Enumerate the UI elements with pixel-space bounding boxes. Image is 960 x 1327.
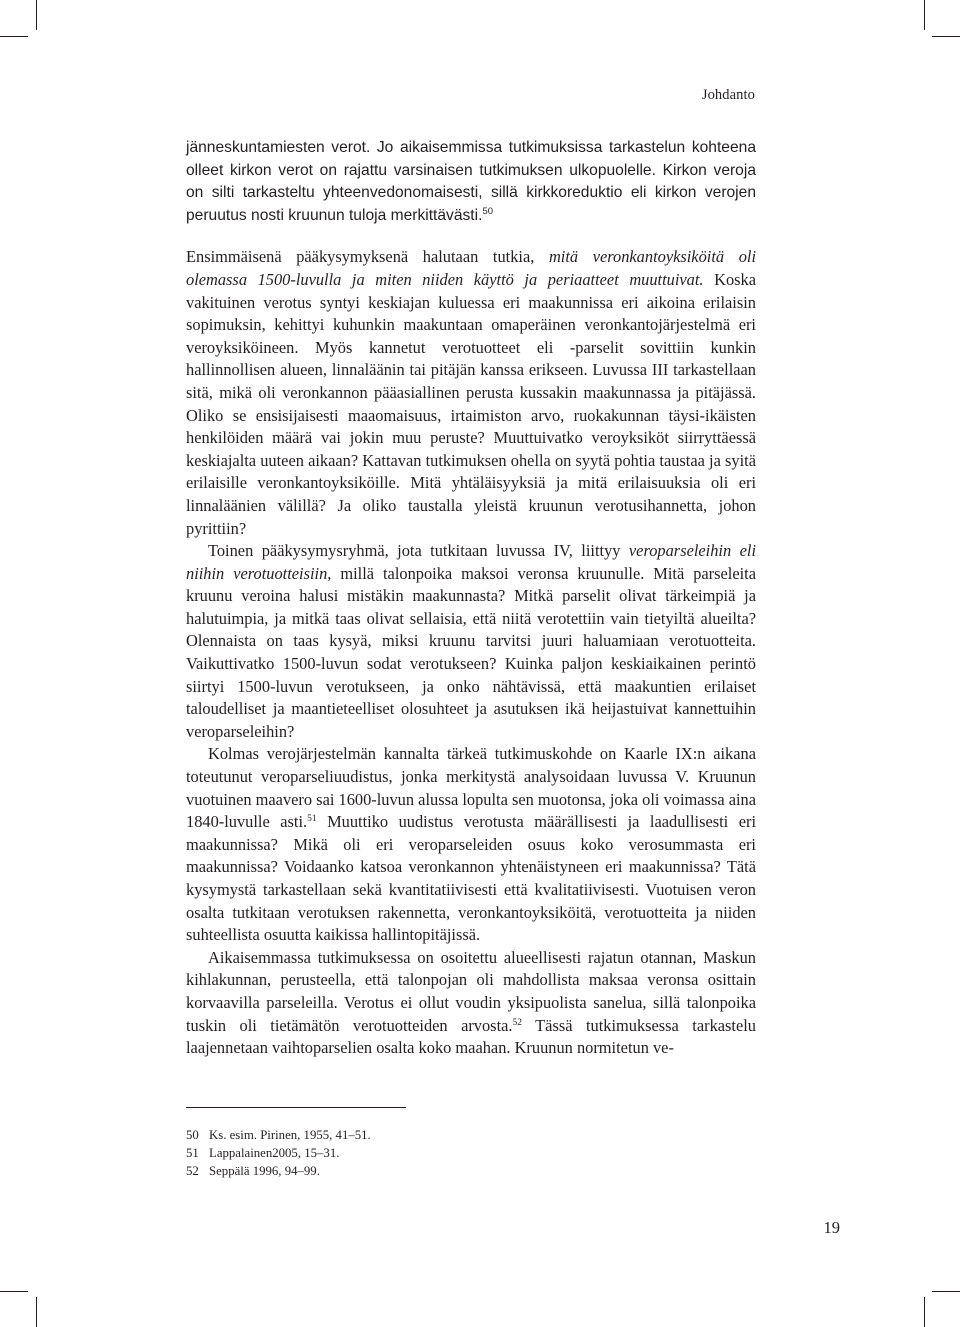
- crop-mark-top-right-vertical: [924, 0, 925, 30]
- crop-mark-bottom-right-horizontal: [932, 1291, 960, 1292]
- paragraph-text: Koska vakituinen verotus syntyi keskiajan kuluessa eri maakunnissa eri aikoina erilaisin sopimuksin, kehittyi kuhunkin maakuntaan omaperäinen veronkantojärjestelmä eri veroyksiköineen. Myös kannetut verotuotteet eli -parselit sovittiin kunkin hallinnollisen alueen, linnaläänin tai pitäjän kanssa erikseen. Luvussa III tarkastellaan sitä, mikä oli veronkannon pääasiallinen perusta kussakin maakunnassa ja pitäjässä. Oliko se ensisijaisesti maaomaisuus, irtaimiston arvo, ruokakunnan täysi-ikäisten henkilöiden määrä vai jokin muu peruste? Muuttuivatko veroyksiköt siirryttäessä keskiajalta uuteen aikaan? Kattavan tutkimuksen ohella on syytä pohtia taustaa ja syitä erilaisille veronkantoyksiköille. Mitä yhtäläisyyksiä ja mitä erilaisuuksia oli eri linnaläänien välillä? Ja oliko taustalla yleistä kruunun verotusihannetta, johon pyrittiin?: [186, 269, 756, 538]
- footnote-reference: 52: [512, 1017, 522, 1028]
- crop-mark-top-left-vertical: [36, 0, 37, 30]
- footnote-52: [186, 1162, 371, 1180]
- crop-mark-top-left-horizontal: [0, 36, 28, 37]
- footnote-separator: [186, 1107, 406, 1108]
- emphasized-text: mitä veronkantoyksiköitä oli olemassa 1500-luvulla ja miten niiden käyttö ja periaatteet muuttuivat.: [186, 247, 756, 289]
- page-number: 19: [823, 1218, 840, 1237]
- paragraph-text: millä talonpoika maksoi veronsa kruunulle. Mitä parseleita kruunu veroina halusi mistäkin maakunnasta? Mitkä parselit olivat tärkeimpiä ja halutuimpia, ja mitkä taas olivat sellaisia, että niitä verotettiin vain tietyiltä alueilta? Olennaista on taas kysyä, miksi kruunu tarvitsi juuri haluamiaan verotuotteita. Vaikuttivatko 1500-luvun sodat verotukseen? Kuinka paljon keskiaikainen perintö siirtyi 1500-luvun verotukseen, ja onko nähtävissä, että maakuntien erilaiset taloudelliset ja maantieteelliset olosuhteet ja asutuksen ikä heijastuivat kannettuihin veroparseleihin?: [186, 563, 756, 741]
- body-text: [186, 137, 756, 1060]
- paragraph: [186, 540, 756, 743]
- footnote-text: Ks. esim. Pirinen, 1955, 41–51.: [209, 1128, 371, 1142]
- crop-mark-top-right-horizontal: [932, 36, 960, 37]
- footnotes: [186, 1126, 371, 1180]
- paragraph-text: Muuttiko uudistus verotusta määrällisesti ja laadullisesti eri maakunnissa? Mikä oli eri veroparseleiden osuus koko verosummasta eri maakunnissa? Voidaanko katsoa veronkannon yhtenäistyneen eri maakunnissa? Tätä kysymystä tarkastellaan sekä kvantitatiivisesti että kvalitatiivisesti. Vuotuisen veron osalta tutkitaan verotuksen rakennetta, veronkantoyksiköitä, verotuotteita ja niiden suhteellista osuutta kaikissa hallintopitäjissä.: [186, 812, 757, 945]
- paragraph-text: Ensimmäisenä pääkysymyksenä halutaan tutkia,: [186, 247, 549, 267]
- footnote-51: [186, 1144, 371, 1162]
- footnote-number: 51: [186, 1146, 199, 1160]
- footnote-number: 50: [186, 1128, 199, 1142]
- paragraph-text: Aikaisemmassa tutkimuksessa on osoitettu alueellisesti rajatun otannan, Maskun kihlakunnan, perusteella, että talonpojan oli mahdollista maksaa veronsa osittain korvaavilla parseleilla. Verotus ei ollut voudin yksipuolista sanelua, sillä talonpoika tuskin oli tietämätön verotuotteiden arvosta.: [186, 947, 756, 1035]
- running-header: Johdanto: [701, 87, 755, 103]
- footnote-text: Seppälä 1996, 94–99.: [209, 1164, 320, 1178]
- emphasized-text: veroparseleihin eli niihin verotuotteisiin,: [186, 541, 756, 583]
- footnote-text: Lappalainen2005, 15–31.: [209, 1146, 340, 1160]
- footnote-reference: 50: [482, 205, 494, 217]
- footnote-50: [186, 1126, 371, 1144]
- crop-mark-bottom-left-vertical: [36, 1297, 37, 1327]
- paragraph: [186, 137, 756, 227]
- footnote-reference: 51: [307, 814, 317, 825]
- crop-mark-bottom-right-vertical: [924, 1297, 925, 1327]
- paragraph: [186, 246, 756, 540]
- crop-mark-bottom-left-horizontal: [0, 1291, 28, 1292]
- paragraph: [186, 743, 756, 946]
- paragraph-text: Toinen pääkysymysryhmä, jota tutkitaan luvussa IV, liittyy: [208, 541, 629, 561]
- footnote-number: 52: [186, 1164, 199, 1178]
- paragraph-text: Tässä tutkimuksessa tarkastelu laajennetaan vaihtoparselien osalta koko maahan. Kruunun normitetun ve-: [186, 1015, 756, 1058]
- paragraph-text: jänneskuntamiesten verot. Jo aikaisemmissa tutkimuksissa tarkastelun kohteena olleet kirkon verot on rajattu varsinaisen tutkimuksen ulkopuolelle. Kirkon veroja on silti tarkasteltu yhteenvedonomaisesti, sillä kirkkoreduktio eli kirkon verojen peruutus nosti kruunun tuloja merkittävästi.: [186, 139, 756, 224]
- paragraph-text: Kolmas verojärjestelmän kannalta tärkeä tutkimuskohde on Kaarle IX:n aikana toteutunut veroparseliuudistus, jonka merkitystä analysoidaan luvussa V. Kruunun vuotuinen maavero sai 1600-luvun alussa lopulta sen muotonsa, joka oli voimassa aina 1840-luvulle asti.: [186, 744, 756, 832]
- paragraph: [186, 947, 756, 1060]
